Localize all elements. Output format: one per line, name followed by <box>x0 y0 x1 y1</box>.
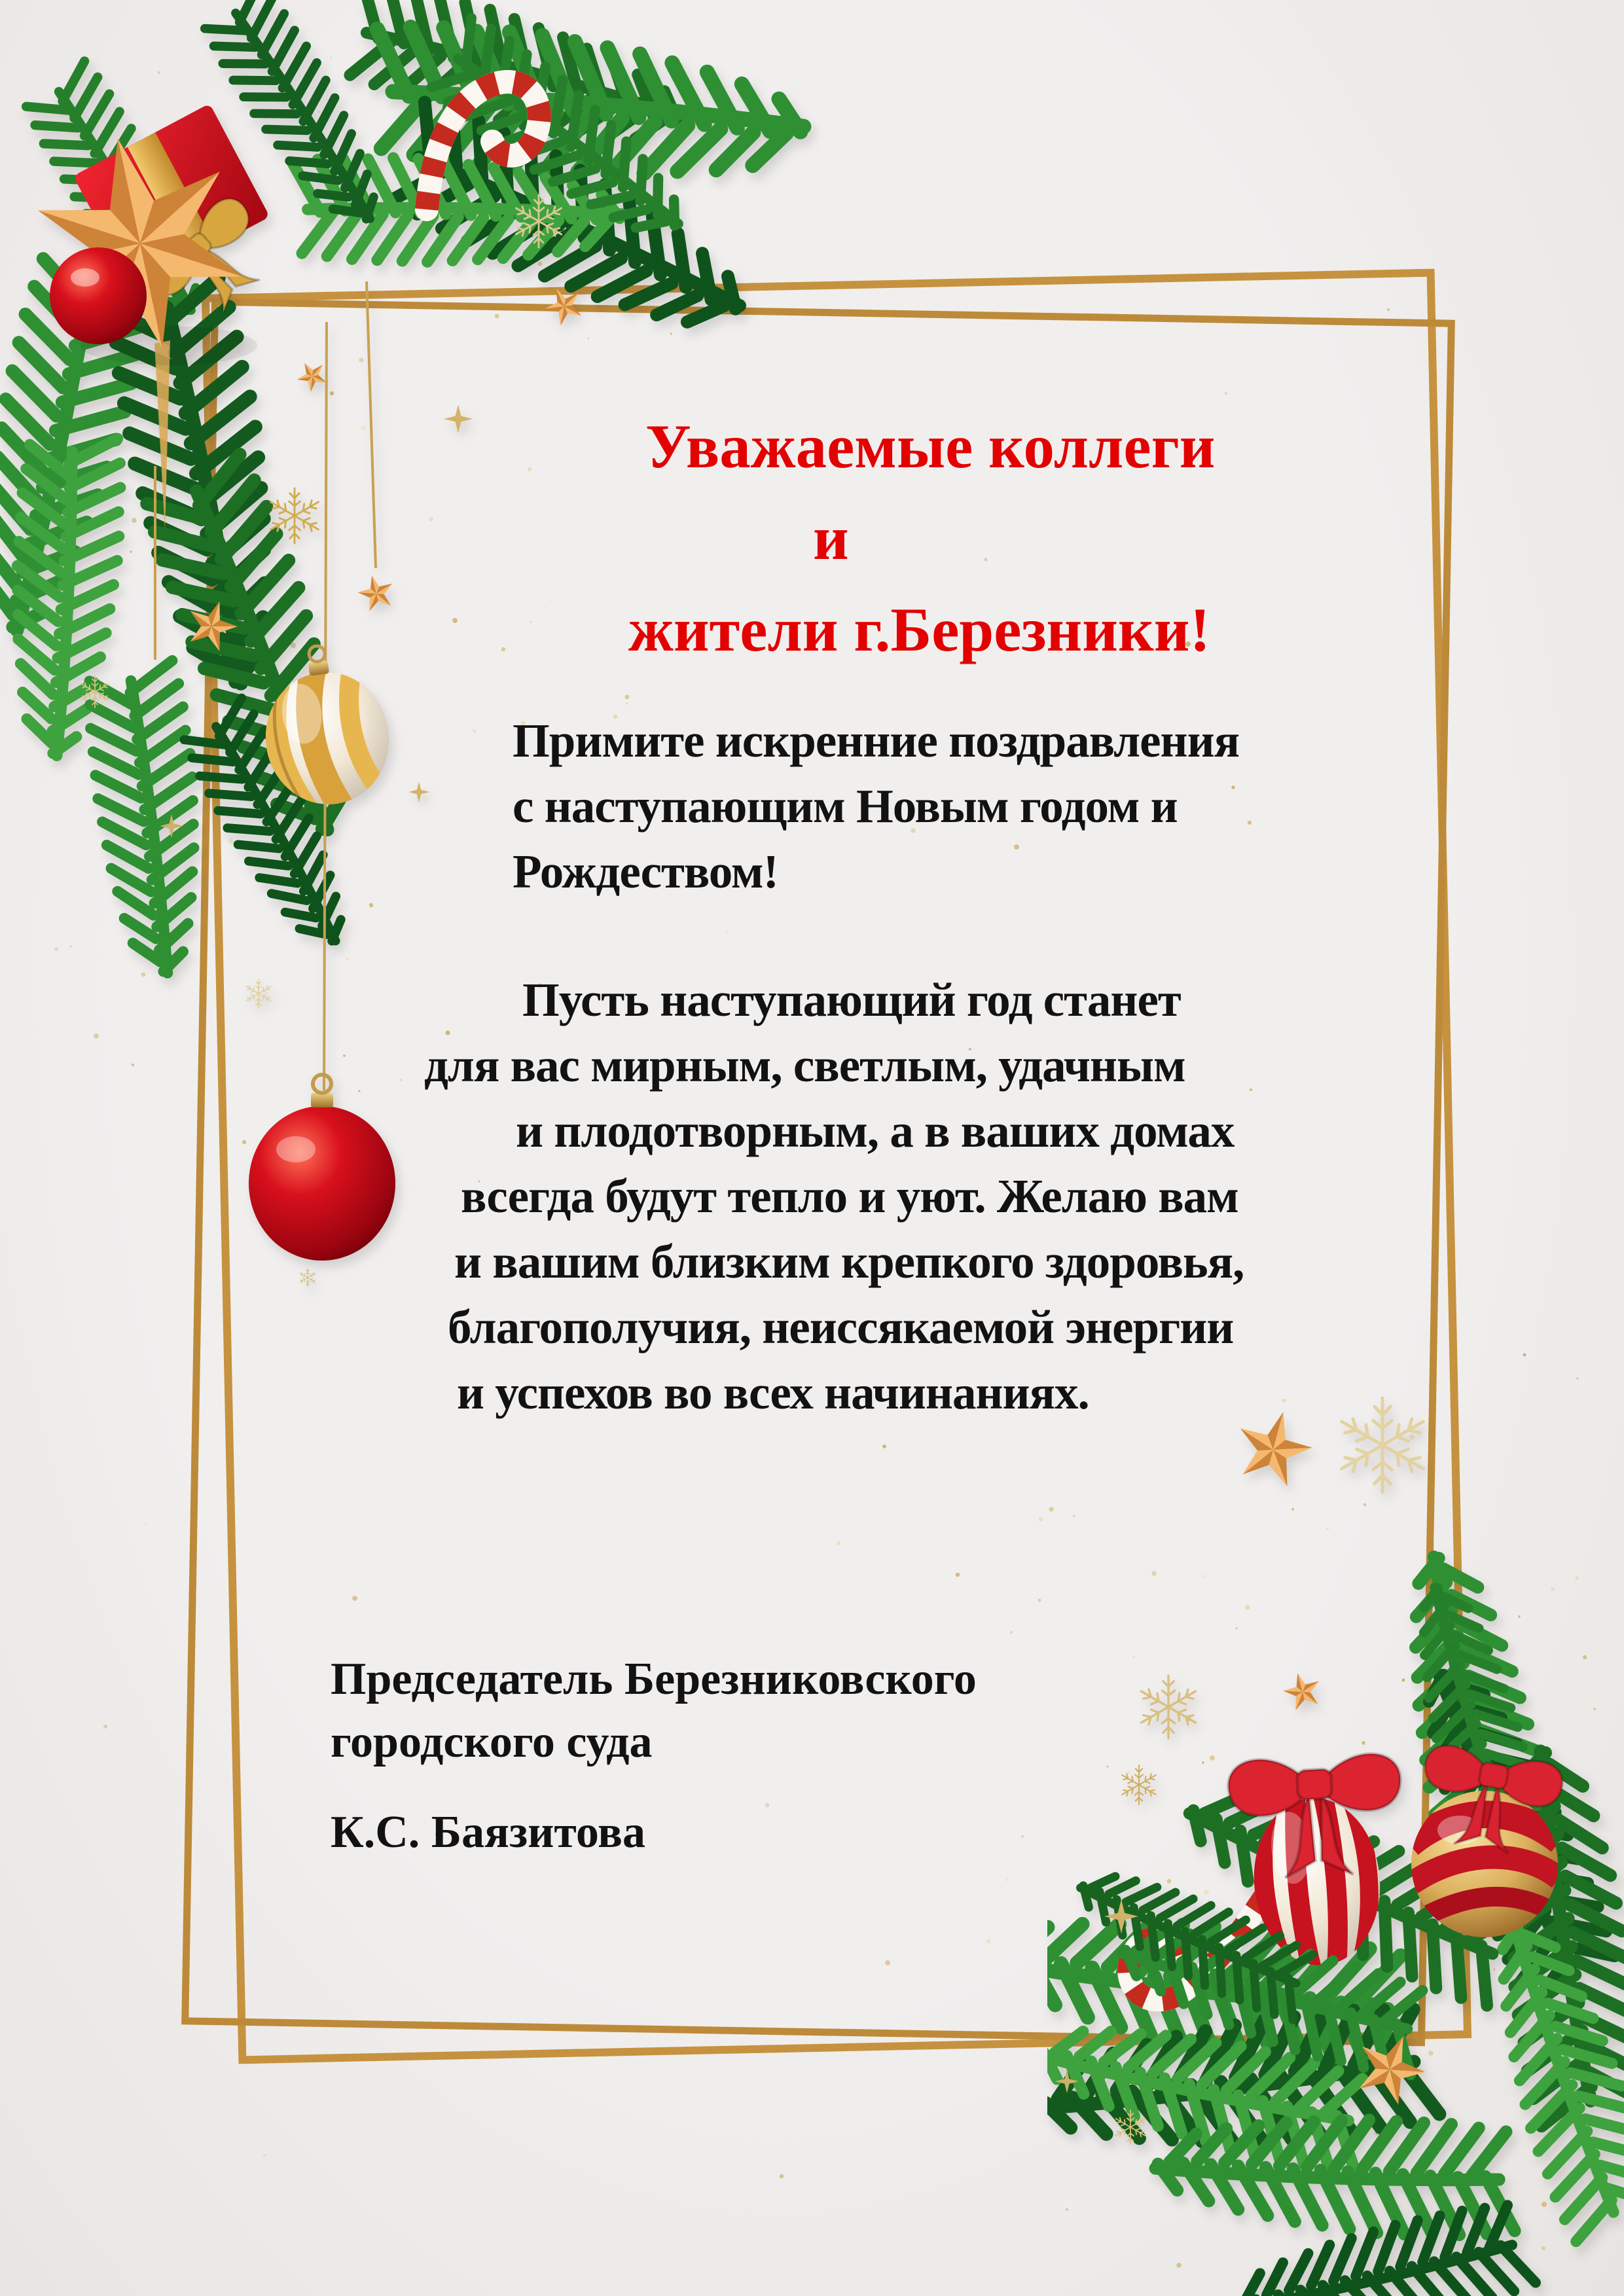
greeting-paragraph <box>513 708 1239 905</box>
greeting-line: Примите искренние поздравления <box>513 714 1240 767</box>
wish-line: и вашим близким крепкого здоровья, <box>454 1235 1244 1288</box>
wish-line: всегда будут тепло и уют. Желаю вам <box>461 1170 1238 1223</box>
wish-line: и успехов во всех начинаниях. <box>457 1366 1089 1419</box>
title-line: и <box>813 503 849 573</box>
wish-line: и плодотворным, а в ваших домах <box>516 1104 1235 1157</box>
wish-line: Пусть наступающий год станет <box>522 973 1181 1026</box>
greeting-line: Рождеством! <box>513 845 778 898</box>
title-line: Уважаемые коллеги <box>645 412 1216 481</box>
greeting-line: с наступающим Новым годом и <box>513 780 1178 833</box>
signature-line: городского суда <box>331 1717 653 1767</box>
greeting-title <box>628 401 1215 675</box>
title-line: жители г.Березники! <box>628 595 1211 664</box>
signature-line: Председатель Березниковского <box>331 1654 977 1704</box>
wish-line: благополучия, неиссякаемой энергии <box>448 1300 1234 1354</box>
signature-title <box>331 1648 977 1774</box>
signature-name: К.С. Баязитова <box>331 1807 645 1857</box>
wish-paragraph <box>419 967 1244 1426</box>
wish-line: для вас мирным, светлым, удачным <box>424 1039 1185 1092</box>
